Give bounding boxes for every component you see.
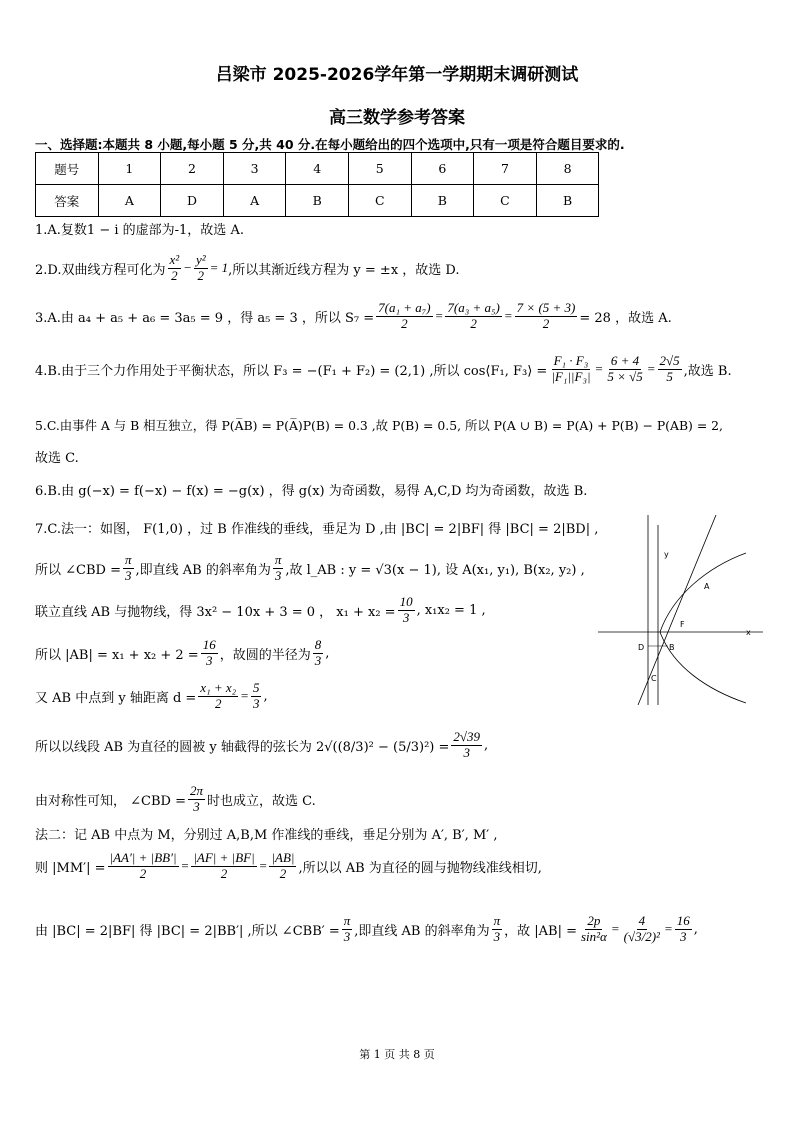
figure-label-y: y [664, 550, 669, 559]
solution-q7-line5: 又 AB 中点到 y 轴距离 d = $\frac{\text{x₁ + x₂}}{2}$ = $\frac{5}{3}$ , [35, 680, 268, 711]
solution-text: ，故 |AB| = [504, 923, 577, 939]
page-subtitle: 高三数学参考答案 [329, 108, 465, 128]
solution-text: ,即直线 AB 的斜率角为 [135, 562, 271, 578]
table-cell: B [286, 185, 349, 217]
solution-text: 所以 ∠CBD = [35, 562, 121, 578]
table-cell: C [474, 185, 537, 217]
solution-text: ,故选 B. [683, 363, 732, 379]
solution-text: 3.A.由 a₄ + a₅ + a₆ = 3a₅ = 9 ，得 a₅ = 3 ，所以 S₇ = [35, 310, 375, 326]
page-title: 吕梁市 2025-2026学年第一学期期末调研测试 [215, 65, 579, 85]
fraction: $\frac{16}{3}$ [676, 913, 690, 944]
fraction: $\frac{6 + 4}{5 \times √5}$ [607, 353, 643, 384]
solution-q3: 3.A.由 a₄ + a₅ + a₆ = 3a₅ = 9 ，得 a₅ = 3 ，所以 S₇ = $\frac{\text{7(a₁ + a₇)}}{2}$ = $\frac{\text{7(a₃ + a₅)}}{2}$ = $\frac{7 \times (5 + 3)}{2}$ = 28 ，故选 A. [35, 300, 672, 331]
table-row [36, 185, 599, 217]
fraction: $\frac{2√39}{3}$ [453, 729, 481, 760]
table-cell: A [223, 185, 286, 217]
section-heading: 一、选择题:本题共 8 小题,每小题 5 分,共 40 分.在每小题给出的四个选项中,只有一项是符合题目要求的. [35, 137, 625, 152]
table-cell: C [348, 185, 411, 217]
table-cell: 答案 [36, 185, 99, 217]
solution-text: 则 |MM′| = [35, 860, 106, 876]
fraction: π 3 [274, 552, 282, 583]
fraction: x² 2 [169, 252, 180, 283]
table-cell: 2 [161, 153, 224, 185]
fraction: $\frac{10}{3}$ [399, 594, 413, 625]
solution-text: ,即直线 AB 的斜率角为 [354, 923, 490, 939]
parabola-curve [660, 553, 746, 703]
fraction: $\frac{2√5}{5}$ [659, 353, 680, 384]
fraction: $\frac{\text{F₁ · F₃}}{\text{|F₁||F₃|}}$ [551, 353, 591, 384]
fraction: $\frac{\text{y²}}{2}$ [195, 252, 206, 283]
fraction: $\frac{16}{3}$ [202, 637, 216, 668]
solution-text: 4.B.由于三个力作用处于平衡状态，所以 F₃ = −(F₁ + F₂) = (2,1) ,所以 cos⟨F₁, F₃⟩ = [35, 363, 548, 379]
solution-text: 7.C.法一：如图， F(1,0) ，过 B 作准线的垂线，垂足为 D ,由 |BC| = 2|BF| 得 |BC| = 2|BD| , [35, 522, 599, 537]
table-row [36, 153, 599, 185]
figure-label-d: D [638, 643, 645, 652]
figure-label-a: A [704, 582, 710, 591]
figure-label-c: C [651, 674, 657, 683]
solution-text: ,故 l_AB : y = √3(x − 1), 设 A(x₁, y₁), B(x₂, y₂) , [285, 562, 585, 578]
table-cell: 5 [348, 153, 411, 185]
solution-text: 时也成立，故选 C. [207, 793, 316, 809]
solution-text: 由 |BC| = 2|BF| 得 |BC| = 2|BB′| ,所以 ∠CBB′ = [35, 923, 340, 939]
table-cell: 3 [223, 153, 286, 185]
fraction: $\frac{\text{7(a₁ + a₇)}}{2}$ [378, 300, 431, 331]
solution-text: ,所以其渐近线方程为 y = ±x ，故选 D. [228, 262, 460, 278]
solution-text: , [693, 921, 698, 937]
solution-text: ，故圆的半径为 [219, 647, 311, 663]
fraction: $\frac{4}{\text{(√3/2)²}}$ [623, 913, 660, 944]
solution-q7-line1 [35, 518, 598, 537]
fraction: $\frac{2p}{\text{sin²α}}$ [580, 913, 607, 944]
fraction: π 3 [493, 913, 501, 944]
solution-q7-line3 [35, 595, 486, 626]
fraction: $\frac{|AA'| + |BB'|}{2}$ [109, 850, 177, 881]
solution-q6 [35, 480, 587, 499]
solution-q7-line9: 则 |MM′| = $\frac{|AA'| + |BB'|}{2}$ = $\frac{|AF| + |BF|}{2}$ = $\frac{|AB|}{2}$ ,所以以 AB 为直径的圆与抛物线准线相切, [35, 850, 542, 881]
table-cell: 6 [411, 153, 474, 185]
fraction: $\frac{|AF| + |BF|}{2}$ [193, 850, 255, 881]
fraction: $\frac{5}{3}$ [252, 680, 260, 711]
solution-text: 法二：记 AB 中点为 M，分别过 A,B,M 作准线的垂线，垂足分别为 A′, B′, M′ , [35, 828, 498, 843]
solution-text: = 28 ，故选 A. [579, 310, 672, 326]
parabola-figure [598, 515, 768, 705]
solution-text: 所以以线段 AB 为直径的圆被 y 轴截得的弦长为 2√((8/3)² − (5/3)²) = [35, 739, 450, 755]
chord-line [638, 515, 716, 705]
solution-text: 故选 C. [35, 451, 79, 466]
table-cell: 4 [286, 153, 349, 185]
table-cell: 1 [98, 153, 161, 185]
solution-q7-line4: 所以 |AB| = x₁ + x₂ + 2 = $\frac{16}{3}$ ，故圆的半径为 8 3 , [35, 637, 330, 668]
answer-table [35, 152, 599, 217]
fraction: $\frac{7 \times (5 + 3)}{2}$ [516, 300, 576, 331]
solution-text: ,所以以 AB 为直径的圆与抛物线准线相切, [298, 860, 542, 876]
fraction: $\frac{|AB|}{2}$ [271, 850, 295, 881]
solution-q2: 2.D.双曲线方程可化为 x² 2 − $\frac{\text{y²}}{2}$ = 1 ,所以其渐近线方程为 y = ±x ，故选 D. [35, 252, 460, 283]
solution-text: 2.D.双曲线方程可化为 [35, 262, 166, 278]
solution-text: 1.A.复数1 − i 的虚部为-1，故选 A. [35, 223, 244, 238]
solution-text: , x₁x₂ = 1 , [416, 602, 486, 618]
solution-text: 由对称性可知， ∠CBD = [35, 793, 186, 809]
table-cell: 8 [536, 153, 599, 185]
fraction: $\frac{2\pi}{3}$ [189, 783, 203, 814]
solution-text: 5.C.由事件 A 与 B 相互独立，得 P(A̅B) = P(A̅)P(B) = 0.3 ,故 P(B) = 0.5, 所以 P(A ∪ B) = P(A) + P(B) − P(AB) = 2, [35, 418, 723, 433]
fraction: $\frac{\text{x₁ + x₂}}{2}$ [200, 680, 237, 711]
table-cell: D [161, 185, 224, 217]
equation-rhs: = 1 [209, 260, 229, 276]
solution-q7-line7 [35, 784, 316, 815]
solution-text: 所以 |AB| = x₁ + x₂ + 2 = [35, 647, 199, 663]
solution-q7-line2 [35, 553, 585, 584]
fraction: $\frac{\text{7(a₃ + a₅)}}{2}$ [447, 300, 500, 331]
fraction: $\frac{\pi}{3}$ [343, 913, 351, 944]
solution-q7-line8 [35, 824, 497, 843]
solution-q1 [35, 219, 244, 238]
solution-q7-line10: 由 |BC| = 2|BF| 得 |BC| = 2|BB′| ,所以 ∠CBB′ = $\frac{\pi}{3}$ ,即直线 AB 的斜率角为 π 3 ，故 |AB| = $\frac{2p}{\text{sin²α}}$ = $\frac{4}{\text{(√3/2)²}}$ = $\frac{16}{3}$ , [35, 913, 698, 944]
table-cell: 7 [474, 153, 537, 185]
figure-label-f: F [680, 620, 685, 629]
table-cell: A [98, 185, 161, 217]
solution-q5 [35, 416, 723, 434]
solution-text: 6.B.由 g(−x) = f(−x) − f(x) = −g(x) ，得 g(x) 为奇函数，易得 A,C,D 均为奇函数，故选 B. [35, 484, 588, 499]
fraction: $\frac{\pi}{3}$ [124, 552, 132, 583]
figure-label-x: x [746, 628, 751, 637]
fraction: 8 3 [314, 637, 322, 668]
solution-q5-cont [35, 447, 79, 466]
solution-text: 联立直线 AB 与抛物线，得 3x² − 10x + 3 = 0 ， x₁ + x₂ = [35, 604, 396, 620]
figure-label-b: B [669, 643, 675, 652]
table-cell: B [536, 185, 599, 217]
table-cell: 题号 [36, 153, 99, 185]
solution-q4: 4.B.由于三个力作用处于平衡状态，所以 F₃ = −(F₁ + F₂) = (2,1) ,所以 cos⟨F₁, F₃⟩ = $\frac{\text{F₁ · F₃}}{\text{|F₁||F₃|}}$ = $\frac{6 + 4}{5 \times √5}$ = $\frac{2√5}{5}$ ,故选 B. [35, 353, 732, 384]
solution-text: 又 AB 中点到 y 轴距离 d = [35, 690, 197, 706]
solution-q7-line6: 所以以线段 AB 为直径的圆被 y 轴截得的弦长为 2√((8/3)² − (5/3)²) = $\frac{2√39}{3}$ , [35, 729, 489, 760]
page-footer: 第 1 页 共 8 页 [359, 1048, 435, 1061]
table-cell: B [411, 185, 474, 217]
